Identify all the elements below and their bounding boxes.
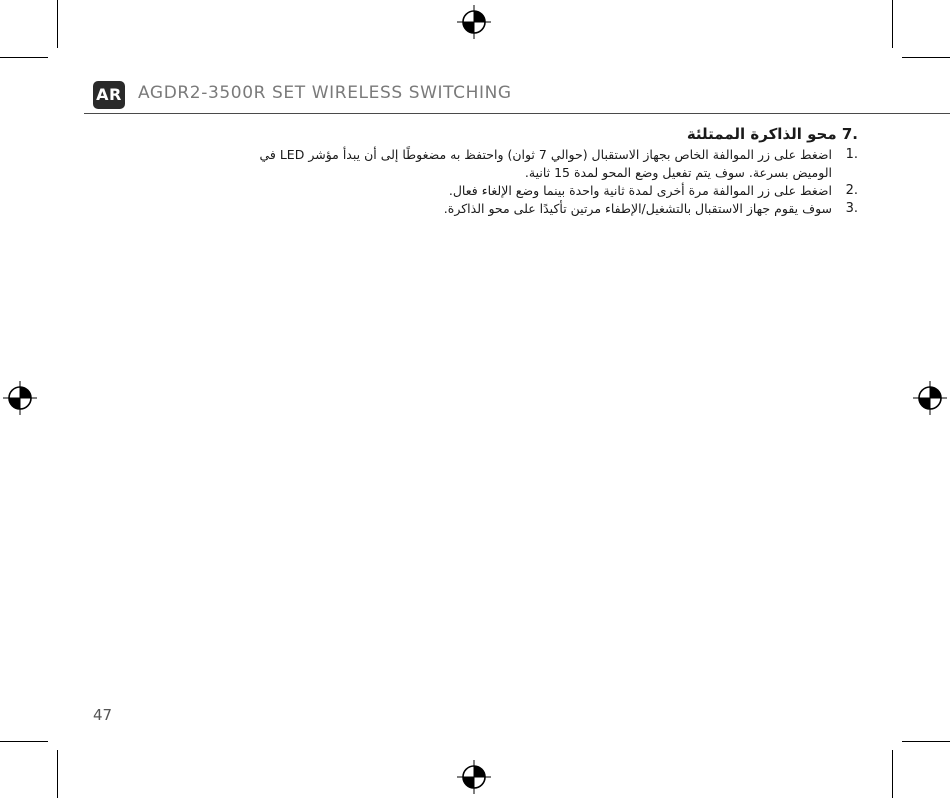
step-text: سوف يقوم جهاز الاستقبال بالتشغيل/الإطفاء مرتين تأكيدًا على محو الذاكرة. xyxy=(443,201,832,216)
step-text: اضغط على زر الموالفة الخاص بجهاز الاستقبال (حوالي 7 ثوان) واحتفظ به مضغوطًا إلى أن يبدأ مؤشر LED في الوميض بسرعة. سوف يتم تفعيل وضع المحو لمدة 15 ثانية. xyxy=(259,147,832,180)
section-heading xyxy=(228,124,858,144)
step-number: .2 xyxy=(845,183,858,198)
crop-mark-bottom-left-horizontal xyxy=(0,741,48,742)
list-item xyxy=(228,146,858,182)
crop-mark-top-right-horizontal xyxy=(902,57,950,58)
crop-mark-bottom-right-horizontal xyxy=(902,741,950,742)
crop-mark-top-right-vertical xyxy=(892,0,893,48)
registration-target-icon xyxy=(3,381,37,415)
step-number: .3 xyxy=(845,201,858,216)
list-item xyxy=(228,182,858,200)
crop-mark-bottom-right-vertical xyxy=(892,750,893,798)
registration-target-icon xyxy=(457,5,491,39)
section-title: محو الذاكرة الممتلئة xyxy=(686,125,837,143)
page-header-title: AGDR2-3500R SET WIRELESS SWITCHING xyxy=(138,83,512,103)
registration-target-icon xyxy=(913,381,947,415)
step-number: .1 xyxy=(845,147,858,162)
crop-mark-top-left-horizontal xyxy=(0,57,48,58)
step-text: اضغط على زر الموالفة مرة أخرى لمدة ثانية واحدة بينما وضع الإلغاء فعال. xyxy=(448,183,832,198)
list-item xyxy=(228,200,858,218)
section-number: .7 xyxy=(841,125,858,143)
language-badge: AR xyxy=(93,81,125,109)
registration-target-icon xyxy=(457,760,491,794)
page-number: 47 xyxy=(93,706,113,724)
crop-mark-bottom-left-vertical xyxy=(57,750,58,798)
header-divider xyxy=(84,113,950,114)
steps-list xyxy=(228,146,858,218)
instructions-section xyxy=(228,124,858,218)
crop-mark-top-left-vertical xyxy=(57,0,58,48)
